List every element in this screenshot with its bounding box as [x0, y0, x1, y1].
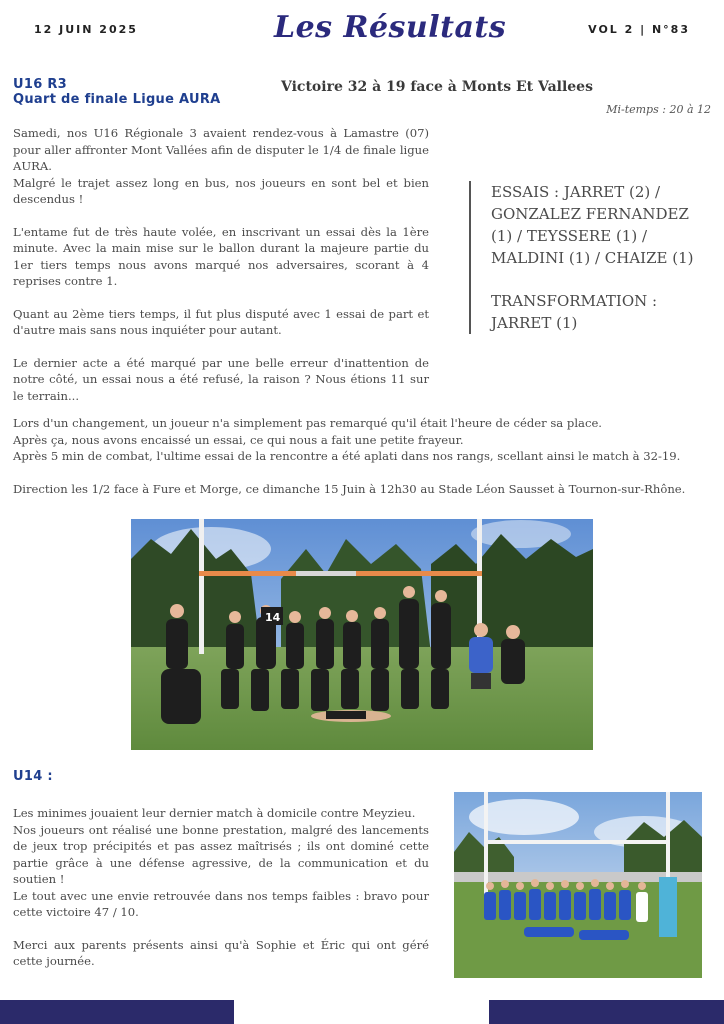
page-title: Les Résultats	[274, 10, 507, 45]
u16-paragraph: Après ça, nous avons encaissé un essai, ce qui nous a fait une petite frayeur.	[13, 432, 464, 447]
u16-label-line2: Quart de finale Ligue AURA	[13, 92, 221, 107]
u16-article-continued	[13, 415, 713, 497]
u16-halftime-score: Mi-temps : 20 à 12	[606, 103, 711, 116]
u16-paragraph: Après 5 min de combat, l'ultime essai de la rencontre a été aplati dans nos rangs, scellant ainsi le match à 32-19.	[13, 449, 681, 463]
u14-paragraph: Nos joueurs ont réalisé une bonne prestation, malgré des lancements de jeux trop précipités et pas assez maîtrisés ; ils ont dominé cette partie grâce à une défense agressive, de la communication et du soutien !	[13, 822, 429, 886]
u14-paragraph: Merci aux parents présents ainsi qu'à Sophie et Éric qui ont géré cette journée.	[13, 937, 429, 968]
u16-paragraph: L'entame fut de très haute volée, en inscrivant un essai dès la 1ère minute. Avec la main mise sur le ballon durant la majeure partie du 1er tiers temps nous avons marqué nos adversaires, scorant à 4 reprises contre 1.	[13, 224, 429, 288]
u14-article-body	[13, 805, 429, 970]
u14-team-photo	[454, 792, 702, 978]
footer-bar-left	[0, 1000, 234, 1024]
u16-paragraph: Le dernier acte a été marqué par une belle erreur d'inattention de notre côté, un essai nous a été refusé, la raison ? Nous étions 11 sur le terrain...	[13, 355, 429, 403]
u16-match-title: Victoire 32 à 19 face à Monts Et Vallees	[281, 79, 593, 95]
u16-essais: ESSAIS : JARRET (2) / GONZALEZ FERNANDEZ (1) / TEYSSERE (1) / MALDINI (1) / CHAIZE (1)	[491, 183, 694, 267]
u16-paragraph: Lors d'un changement, un joueur n'a simplement pas remarqué qu'il était l'heure de céder sa place.	[13, 416, 602, 430]
issue-date: 12 JUIN 2025	[34, 23, 138, 36]
u16-transformation: TRANSFORMATION : JARRET (1)	[491, 292, 658, 332]
u16-scorers-box	[469, 181, 705, 334]
u16-paragraph: Direction les 1/2 face à Fure et Morge, ce dimanche 15 Juin à 12h30 au Stade Léon Sausset à Tournon-sur-Rhône.	[13, 481, 686, 496]
u14-paragraph: Le tout avec une envie retrouvée dans nos temps faibles : bravo pour cette victoire 47 / 10.	[13, 888, 429, 919]
footer-bar-right	[489, 1000, 724, 1024]
u16-paragraph: Malgré le trajet assez long en bus, nos joueurs en sont bel et bien descendus !	[13, 175, 429, 206]
u16-team-photo	[131, 519, 593, 750]
u16-article-body	[13, 125, 429, 404]
photo-jersey-number: 14	[265, 611, 281, 624]
u14-paragraph: Les minimes jouaient leur dernier match à domicile contre Meyzieu.	[13, 806, 416, 820]
u16-paragraph: Quant au 2ème tiers temps, il fut plus disputé avec 1 essai de part et d'autre mais sans nous inquiéter pour autant.	[13, 306, 429, 337]
issue-volume: VOL 2 | N°83	[588, 23, 690, 36]
u16-label-line1: U16 R3	[13, 77, 68, 92]
u16-section-label	[13, 77, 221, 107]
u14-section-label: U14 :	[13, 769, 53, 784]
u16-paragraph: Samedi, nos U16 Régionale 3 avaient rendez-vous à Lamastre (07) pour aller affronter Mont Vallées afin de disputer le 1/4 de finale ligue AURA.	[13, 126, 429, 173]
